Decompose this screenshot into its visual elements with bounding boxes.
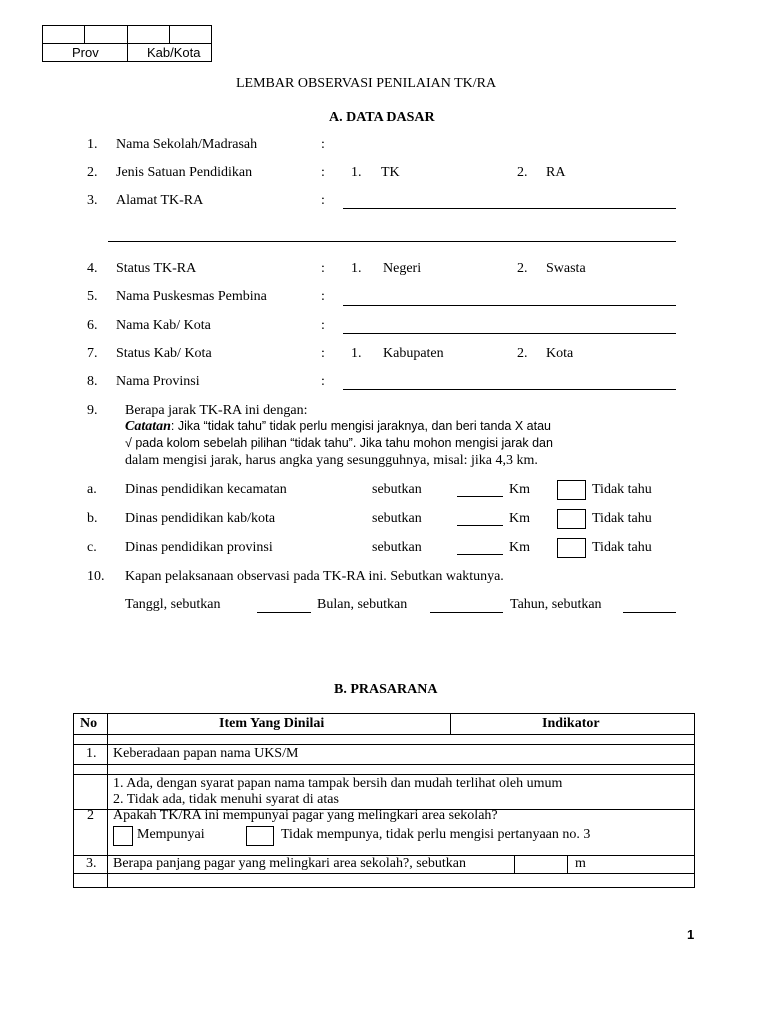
colon: : (321, 137, 325, 152)
note-line-1: : Jika “tidak tahu” tidak perlu mengisi jaraknya, dan beri tanda X atau (170, 419, 551, 433)
mempunyai-checkbox[interactable] (113, 826, 133, 846)
colon: : (321, 261, 325, 276)
tidak-tahu-label: Tidak tahu (592, 511, 652, 526)
note-line-2: √ pada kolom sebelah pilihan “tidak tahu”. Jika tahu mohon mengisi jarak dan (125, 436, 553, 450)
option-number: 2. (517, 165, 528, 180)
row-item: Berapa panjang pagar yang melingkari area sekolah?, sebutkan (113, 856, 466, 871)
row-number: 2 (87, 808, 94, 823)
distance-label: Dinas pendidikan provinsi (125, 540, 273, 555)
option-number: 2. (517, 346, 528, 361)
tidak-tahu-label: Tidak tahu (592, 540, 652, 555)
item-label: Alamat TK-RA (116, 193, 204, 208)
option-number: 2. (517, 261, 528, 276)
colon: : (321, 346, 325, 361)
item-number: 6. (87, 318, 98, 333)
item-number: 7. (87, 346, 98, 361)
option-kabupaten[interactable]: Kabupaten (383, 346, 444, 361)
kab-kota-label: Kab/Kota (147, 45, 201, 60)
question-9-text: Berapa jarak TK-RA ini dengan: (125, 403, 308, 418)
page-number: 1 (687, 927, 695, 942)
section-a-heading: A. DATA DASAR (329, 110, 435, 125)
distance-input-line[interactable] (457, 496, 503, 497)
note-line-3: dalam mengisi jarak, harus angka yang sesungguhnya, misal: jika 4,3 km. (125, 453, 538, 468)
fence-length-input[interactable] (515, 856, 566, 872)
tidak-tahu-checkbox[interactable] (557, 509, 586, 529)
item-number: 3. (87, 193, 98, 208)
tanggal-input-line[interactable] (257, 612, 311, 613)
colon: : (321, 318, 325, 333)
option-kota[interactable]: Kota (546, 346, 574, 361)
address-field-line-2[interactable] (108, 241, 676, 242)
item-label: Status Kab/ Kota (116, 346, 212, 361)
colon: : (321, 289, 325, 304)
provinsi-field-line[interactable] (343, 389, 676, 390)
option-tk[interactable]: TK (381, 165, 400, 180)
option-mempunyai: Mempunyai (137, 827, 205, 842)
colon: : (321, 193, 325, 208)
question-10-text: Kapan pelaksanaan observasi pada TK-RA ini. Sebutkan waktunya. (125, 569, 504, 584)
colon: : (321, 165, 325, 180)
tahun-label: Tahun, sebutkan (510, 597, 602, 612)
question-9-note (125, 419, 551, 435)
distance-label: Dinas pendidikan kecamatan (125, 482, 287, 497)
kab-kota-field-line[interactable] (343, 333, 676, 334)
item-label: Nama Sekolah/Madrasah (116, 137, 258, 152)
item-number: 2. (87, 165, 98, 180)
note-label: Catatan (125, 419, 171, 434)
tahun-input-line[interactable] (623, 612, 676, 613)
distance-label: Dinas pendidikan kab/kota (125, 511, 276, 526)
item-label: Nama Puskesmas Pembina (116, 289, 267, 304)
row-letter: a. (87, 482, 97, 497)
sebutkan-label: sebutkan (372, 540, 422, 555)
question-number: 10. (87, 569, 105, 584)
option-number: 1. (351, 165, 362, 180)
col-no-header: No (80, 716, 98, 731)
distance-input-line[interactable] (457, 554, 503, 555)
row-option-ada[interactable]: 1. Ada, dengan syarat papan nama tampak bersih dan mudah terlihat oleh umum (113, 776, 563, 791)
row-number: 3. (86, 856, 97, 871)
row-item: Keberadaan papan nama UKS/M (113, 746, 299, 761)
item-label: Status TK-RA (116, 261, 197, 276)
item-label: Nama Kab/ Kota (116, 318, 211, 333)
option-ra[interactable]: RA (546, 165, 566, 180)
option-tidak-mempunyai: Tidak mempunya, tidak perlu mengisi pertanyaan no. 3 (281, 827, 591, 842)
prov-label: Prov (72, 45, 99, 60)
colon: : (321, 374, 325, 389)
option-negeri[interactable]: Negeri (383, 261, 422, 276)
question-number: 9. (87, 403, 98, 418)
col-item-header: Item Yang Dinilai (219, 716, 325, 731)
address-field-line-1[interactable] (343, 208, 676, 209)
distance-input-line[interactable] (457, 525, 503, 526)
item-label: Jenis Satuan Pendidikan (116, 165, 253, 180)
option-number: 1. (351, 261, 362, 276)
puskesmas-field-line[interactable] (343, 305, 676, 306)
section-b-heading: B. PRASARANA (334, 682, 438, 697)
sebutkan-label: sebutkan (372, 511, 422, 526)
tidak-tahu-checkbox[interactable] (557, 480, 586, 500)
row-letter: b. (87, 511, 98, 526)
meter-unit: m (575, 856, 586, 871)
col-indicator-header: Indikator (542, 716, 600, 731)
item-number: 4. (87, 261, 98, 276)
item-number: 5. (87, 289, 98, 304)
km-unit: Km (509, 511, 530, 526)
km-unit: Km (509, 540, 530, 555)
row-item: Apakah TK/RA ini mempunyai pagar yang melingkari area sekolah? (113, 808, 498, 823)
tanggal-label: Tanggl, sebutkan (125, 597, 221, 612)
item-number: 8. (87, 374, 98, 389)
row-option-tidak-ada[interactable]: 2. Tidak ada, tidak menuhi syarat di atas (113, 792, 339, 807)
tidak-mempunyai-checkbox[interactable] (246, 826, 274, 846)
row-number: 1. (86, 746, 97, 761)
item-number: 1. (87, 137, 98, 152)
page-title: LEMBAR OBSERVASI PENILAIAN TK/RA (236, 76, 497, 91)
sebutkan-label: sebutkan (372, 482, 422, 497)
option-number: 1. (351, 346, 362, 361)
tidak-tahu-label: Tidak tahu (592, 482, 652, 497)
km-unit: Km (509, 482, 530, 497)
item-label: Nama Provinsi (116, 374, 200, 389)
tidak-tahu-checkbox[interactable] (557, 538, 586, 558)
bulan-label: Bulan, sebutkan (317, 597, 408, 612)
option-swasta[interactable]: Swasta (546, 261, 586, 276)
bulan-input-line[interactable] (430, 612, 503, 613)
row-letter: c. (87, 540, 97, 555)
